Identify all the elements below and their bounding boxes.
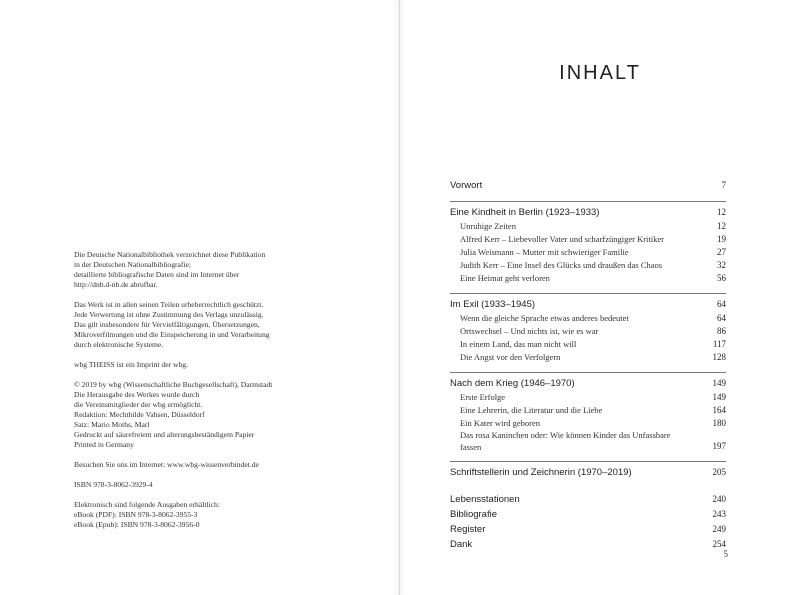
toc-spacer xyxy=(450,480,726,492)
toc-appendix-entry xyxy=(450,522,726,537)
imprint-line: ISBN 978-3-8062-3929-4 xyxy=(74,480,153,489)
toc-section xyxy=(450,325,726,338)
toc-chapter-heading xyxy=(450,465,726,480)
imprint-block xyxy=(74,360,374,370)
imprint-block xyxy=(74,250,374,290)
imprint-line: Printed in Germany xyxy=(74,440,134,449)
toc-section-title: Julia Weismann – Mutter mit schwieriger Familie xyxy=(460,247,629,257)
toc-section-page: 12 xyxy=(717,221,726,231)
toc-entry-title: Lebensstationen xyxy=(450,494,520,505)
imprint-line: Das Werk ist in allen seinen Teilen urheberrechtlich geschützt. xyxy=(74,300,264,309)
imprint-line: eBook (Epub): ISBN 978-3-8062-3956-0 xyxy=(74,520,200,529)
imprint-line: durch elektronische Systeme. xyxy=(74,340,164,349)
toc-section xyxy=(450,246,726,259)
table-of-contents xyxy=(450,178,726,552)
imprint-line: Jede Verwertung ist ohne Zustimmung des Verlags unzulässig. xyxy=(74,310,264,319)
toc-chapter xyxy=(450,461,726,480)
page-number: 5 xyxy=(723,549,728,559)
toc-chapter-heading xyxy=(450,376,726,391)
toc-entry-page: 243 xyxy=(712,509,726,519)
toc-appendix-entry xyxy=(450,507,726,522)
toc-section-page: 27 xyxy=(717,247,726,257)
toc-section xyxy=(450,404,726,417)
toc-section-title: Eine Heimat geht verloren xyxy=(460,273,550,283)
imprint-block xyxy=(74,300,374,350)
imprint-line: Mikroverfilmungen und die Einspeicherung in und Verarbeitung xyxy=(74,330,270,339)
toc-section-title: Die Angst vor den Verfolgern xyxy=(460,352,561,362)
toc-entry-vorwort xyxy=(450,178,726,193)
imprint-line: © 2019 by wbg (Wissenschaftliche Buchgesellschaft), Darmstadt xyxy=(74,380,273,389)
toc-section-page: 117 xyxy=(712,339,726,349)
toc-entry-page: 240 xyxy=(712,494,726,504)
toc-chapter xyxy=(450,201,726,285)
imprint-line: wbg THEISS ist ein Imprint der wbg. xyxy=(74,360,188,369)
imprint-line: http://dnb.d-nb.de abrufbar. xyxy=(74,280,158,289)
toc-section-page: 180 xyxy=(712,418,726,428)
toc-section-page: 128 xyxy=(712,352,726,362)
toc-section-page: 197 xyxy=(712,441,726,451)
imprint-line: Die Deutsche Nationalbibliothek verzeichnet diese Publikation xyxy=(74,250,266,259)
toc-section-title: Wenn die gleiche Sprache etwas anderes bedeutet xyxy=(460,313,629,323)
toc-chapter-heading xyxy=(450,297,726,312)
toc-section xyxy=(450,391,726,404)
toc-section-title: Eine Lehrerin, die Literatur und die Liebe xyxy=(460,405,603,415)
toc-section-page: 86 xyxy=(717,326,726,336)
imprint-block xyxy=(74,460,374,470)
toc-chapter-page: 205 xyxy=(712,467,726,477)
imprint-line: Redaktion: Mechthilde Vahsen, Düsseldorf xyxy=(74,410,205,419)
toc-chapter xyxy=(450,372,726,453)
imprint xyxy=(74,250,374,540)
imprint-line: in der Deutschen Nationalbibliografie; xyxy=(74,260,192,269)
imprint-line: eBook (PDF): ISBN 978-3-8062-3955-3 xyxy=(74,510,198,519)
toc-section-title: Ein Kater wird geboren xyxy=(460,418,541,428)
toc-section-page: 149 xyxy=(712,392,726,402)
toc-section xyxy=(450,430,726,453)
toc-entry-page: 249 xyxy=(712,524,726,534)
toc-section-page: 19 xyxy=(717,234,726,244)
toc-chapter-page: 12 xyxy=(717,207,726,217)
imprint-block xyxy=(74,500,374,530)
imprint-line: Besuchen Sie uns im Internet: www.wbg-wissenverbindet.de xyxy=(74,460,259,469)
toc-section xyxy=(450,338,726,351)
toc-entry-page: 254 xyxy=(712,539,726,549)
toc-section xyxy=(450,351,726,364)
imprint-line: Die Herausgabe des Werkes wurde durch xyxy=(74,390,200,399)
toc-section-page: 164 xyxy=(712,405,726,415)
toc-section-page: 64 xyxy=(717,313,726,323)
toc-title: INHALT xyxy=(559,62,641,84)
toc-entry-title: Vorwort xyxy=(450,180,483,191)
toc-section xyxy=(450,259,726,272)
toc-chapter-page: 64 xyxy=(717,299,726,309)
imprint-line: Elektronisch sind folgende Ausgaben erhältlich: xyxy=(74,500,220,509)
toc-section-title: Alfred Kerr – Liebevoller Vater und scharfzüngiger Kritiker xyxy=(460,234,664,244)
toc-section xyxy=(450,220,726,233)
toc-entry-title: Dank xyxy=(450,539,473,550)
toc-section-title: Erste Erfolge xyxy=(460,392,506,402)
imprint-line: die Vereinsmitglieder der wbg ermöglicht. xyxy=(74,400,203,409)
toc-section xyxy=(450,233,726,246)
toc-chapter-title: Eine Kindheit in Berlin (1923–1933) xyxy=(450,207,600,218)
toc-section-title: Unruhige Zeiten xyxy=(460,221,516,231)
toc-entry-title: Bibliografie xyxy=(450,509,497,520)
toc-chapter xyxy=(450,293,726,364)
toc-section-page: 32 xyxy=(717,260,726,270)
toc-section-page: 56 xyxy=(717,273,726,283)
right-page xyxy=(400,0,800,595)
toc-section-title: Das rosa Kaninchen oder: Wie können Kinder das Unfassbare fassen xyxy=(460,430,671,452)
toc-chapter-title: Schriftstellerin und Zeichnerin (1970–2019) xyxy=(450,467,632,478)
toc-chapter-heading xyxy=(450,205,726,220)
imprint-block xyxy=(74,380,374,450)
toc-chapter-title: Im Exil (1933–1945) xyxy=(450,299,536,310)
toc-appendix-entry xyxy=(450,537,726,552)
toc-section-title: In einem Land, das man nicht will xyxy=(460,339,577,349)
toc-section xyxy=(450,272,726,285)
imprint-block xyxy=(74,480,374,490)
toc-entry-page: 7 xyxy=(721,180,726,190)
toc-chapter-title: Nach dem Krieg (1946–1970) xyxy=(450,378,575,389)
toc-section-title: Judith Kerr – Eine Insel des Glücks und draußen das Chaos xyxy=(460,260,663,270)
imprint-line: Das gilt insbesondere für Vervielfältigungen, Übersetzungen, xyxy=(74,320,260,329)
toc-appendix-entry xyxy=(450,492,726,507)
toc-section xyxy=(450,312,726,325)
imprint-line: Gedruckt auf säurefreiem und alterungsbeständigem Papier xyxy=(74,430,255,439)
toc-section-title: Ortswechsel – Und nichts ist, wie es war xyxy=(460,326,599,336)
imprint-line: Satz: Mario Moths, Marl xyxy=(74,420,150,429)
imprint-line: detaillierte bibliografische Daten sind im Internet über xyxy=(74,270,240,279)
toc-section xyxy=(450,417,726,430)
toc-chapter-page: 149 xyxy=(712,378,726,388)
toc-entry-title: Register xyxy=(450,524,486,535)
